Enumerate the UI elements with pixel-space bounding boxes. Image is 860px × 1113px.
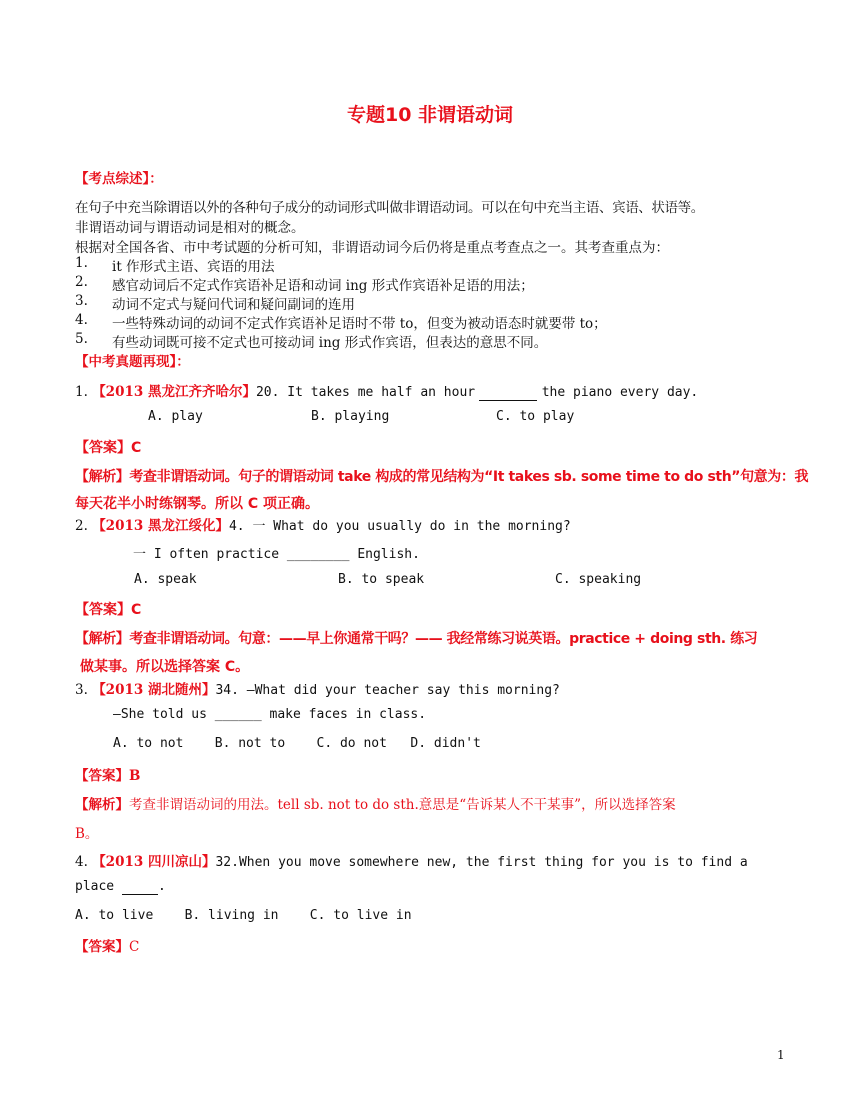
point-number: 5. <box>75 331 88 347</box>
option-a: A. play <box>148 409 203 424</box>
answer-label: 【答案】 <box>75 440 131 456</box>
question-text-part: place <box>75 879 115 894</box>
options-line: A. to not B. not to C. do not D. didn't <box>113 736 481 751</box>
analysis-text: 考查非谓语动词。句意：——早上你通常干吗？—— 我经常练习说英语。practice + doing sth. 练习 <box>129 631 758 647</box>
point-number: 1. <box>75 255 88 271</box>
question-text: 32.When you move somewhere new, the first thing for you is to find a <box>215 855 748 870</box>
point-text: 一些特殊动词的动词不定式作宾语补足语时不带 to，但变为被动语态时就要带 to； <box>112 316 607 332</box>
overview-line-3: 根据对全国各省、市中考试题的分析可知，非谓语动词今后仍将是重点考查点之一。其考查重点为： <box>75 240 669 256</box>
answer-line <box>75 437 141 457</box>
question-number: 4. <box>75 854 88 870</box>
overview-line-2: 非谓语动词与谓语动词是相对的概念。 <box>75 220 305 236</box>
analysis-text: B。 <box>75 826 99 842</box>
answer-label: 【答案】 <box>75 768 129 784</box>
analysis-text: 考查非谓语动词的用法。tell sb. not to do sth.意思是“告诉某人不干某事”，所以选择答案 <box>129 797 676 813</box>
point-text: 动词不定式与疑问代词和疑问副词的连用 <box>112 297 355 313</box>
question-text <box>75 879 166 895</box>
analysis-line <box>75 466 808 486</box>
analysis-text: 考查非谓语动词。句子的谓语动词 take 构成的常见结构为“It takes sb. some time to do sth”句意为：我 <box>129 469 809 485</box>
question-text-part: . <box>157 879 166 894</box>
overview-heading: 【考点综述】： <box>75 171 163 187</box>
question-text: 34. —What did your teacher say this morning? <box>215 683 560 698</box>
question-text: 4. 一 What do you usually do in the morning? <box>228 519 571 534</box>
answer-label: 【答案】 <box>75 602 131 618</box>
point-number: 4. <box>75 312 88 328</box>
overview-line-1: 在句子中充当除谓语以外的各种句子成分的动词形式叫做非谓语动词。可以在句中充当主语、宾语、状语等。 <box>75 200 704 216</box>
question-source: 【2013 湖北随州】 <box>92 682 216 698</box>
answer-line <box>75 935 139 955</box>
analysis-label: 【解析】 <box>75 631 130 647</box>
answer-value: C <box>129 939 140 955</box>
answer-value: B <box>129 768 141 784</box>
analysis-label: 【解析】 <box>75 469 130 485</box>
page-number: 1 <box>777 1048 785 1062</box>
point-number: 2. <box>75 274 88 290</box>
option-c: C. to play <box>496 409 575 424</box>
exam-heading: 【中考真题再现】： <box>75 354 190 370</box>
option-b: B. to speak <box>338 572 425 587</box>
point-text: it 作形式主语、宾语的用法 <box>112 259 275 275</box>
question-number: 3. <box>75 682 88 698</box>
question-text: 20. It takes me half an hour <box>255 385 476 400</box>
question-source: 【2013 黑龙江绥化】 <box>92 518 229 534</box>
question-2-stem <box>75 514 571 534</box>
answer-label: 【答案】 <box>75 939 129 955</box>
analysis-line <box>75 628 757 648</box>
analysis-text: 每天花半小时练钢琴。所以 C 项正确。 <box>75 496 320 512</box>
answer-blank <box>479 384 537 401</box>
question-number: 2. <box>75 518 88 534</box>
question-3-stem <box>75 678 560 698</box>
question-number: 1. <box>75 384 88 400</box>
question-text: —She told us ______ make faces in class. <box>113 707 427 722</box>
page-title: 专题10 非谓语动词 <box>346 104 514 126</box>
point-number: 3. <box>75 293 88 309</box>
question-text: 一 I often practice ________ English. <box>133 547 420 562</box>
option-a: A. speak <box>134 572 197 587</box>
options-line: A. to live B. living in C. to live in <box>75 908 412 923</box>
question-source: 【2013 四川凉山】 <box>92 854 216 870</box>
question-4-stem <box>75 850 748 870</box>
option-b: B. playing <box>311 409 390 424</box>
answer-value: C <box>131 440 142 456</box>
question-source: 【2013 黑龙江齐齐哈尔】 <box>92 384 256 400</box>
answer-value: C <box>131 602 142 618</box>
answer-line <box>75 764 140 784</box>
option-c: C. speaking <box>555 572 642 587</box>
point-text: 有些动词既可接不定式也可接动词 ing 形式作宾语，但表达的意思不同。 <box>112 335 548 351</box>
answer-blank <box>122 879 158 895</box>
question-1-stem <box>75 380 698 401</box>
question-text: the piano every day. <box>541 385 699 400</box>
point-text: 感官动词后不定式作宾语补足语和动词 ing 形式作宾语补足语的用法； <box>112 278 534 294</box>
analysis-label: 【解析】 <box>75 797 129 813</box>
answer-line <box>75 599 141 619</box>
analysis-text: 做某事。所以选择答案 C。 <box>80 659 250 675</box>
analysis-line <box>75 793 676 813</box>
